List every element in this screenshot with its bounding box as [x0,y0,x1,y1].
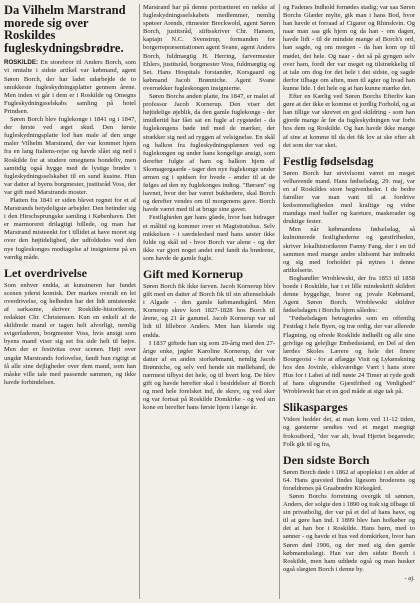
paragraph: Som enhver endda, at kunstneren har fundet scenen yderst komisk. Der markes overalt en let overdrivelse, og helheden har det lidt umisteenkt af sarkasme, skriver Roskilde-historikeren, redaktør Chr. Christensen. Kun en enkelt af de skildrede mand er tagen helt alvorligt, nemlig svigerfaderen, borgmester Voss, hvis ansigt som byens mand viser sig set fra side helt til højre. Men der er festivitas over scenen. Højt over ungdæ Marstrands forlovelse, fandt hun rigtigt at få alle sine dejligheder over dem mand, som han måske ville tale med passende sammen, og ikke havde forbindelsen. [4,281,136,386]
paragraph: Søren Borch fik ikke farven. Jacob Kornerup blev gift med en datter af Borch fik til sin aftenselskab i Algade - den gamle købmandsgård. Men Kornerup skrev kort 1827-1828 hos Borch til årene, og 21 år gammel. Jacob Kornerup var ud lidt til lillebror Anders. Men han klarede sig endda. [143,283,275,339]
column-3 [283,4,415,583]
paragraph: Søren Borchs forretning overgik til sønnen, Anders, der solgte den i 1890 og trak sig tilbage til sin privatbolig, der var på et del af hans have, og til at gøre han ind. I 1899 blev han hofkøber og det at han bor i Roskilde. Hans børn, med to sønner - og havde et hus ved domkirken, hvor han Søren død 1906, og der med sig den gamle købmandsslægt. Han var den sidste Borch i Roskilde, men ham uddøde også og man husker også slægten Borch i denne by. [283,492,415,573]
paragraph: Efter en Kærlig ved Søren Borchs Efterliv kan gøre at der ikke er komme et jordlig Forhold, og at han tillige var skrevet en god skildring - som han gjorde mange år før da fugleskydningen var forbi hos dem og Roskilde. Og han havde ikke mange af sine at komme til da det fik lov at ske efter alt det som der var sket. [283,93,415,149]
column-rule [279,4,280,599]
paragraph: I 1837 giftede han sig som 29-årig med den 27-årige enke, jøgfer Karoline Kornerup, der var datter af en anden storkøbmand, nemlig Jacob Brønniche, og selv ved hende sin mølleband, de nærmest tilbyst det hele, og til hvert kog. De blev gift og havde herefter skal i besiddelser af Borch og med hele forelsket ind, de skrev, og ved sker og var fortsat på Roskilde Domkirke - og ved sin kone en herefter hans første hjem i lange år. [143,339,275,412]
column-1 [4,4,136,387]
subheading: Slikasparges [283,400,348,415]
paragraph: Søren Borch har utvivlsomt været en meget velhavende mand. Hans fødselsdag, 29. maj, var en af Roskildes store begivenheder. I de bedre familier var man vant til at fordrive kedsommeligheden med kraftige og vidne mandags med baller og kareture, maskerader og druktige fester. [283,169,415,226]
paragraph: Men når købmandens fødselsdag, så kulminerede festlighederne og gæstfriheden, skriver lokalhistorikeren Fanny Fang, der i en tid sammen med mange andre slidsomt har indtrækt og sig med forholdet på nytnes i denne artikelserie. [283,226,415,274]
paragraph: Videre hedder det, at man kom ved 11-12 tiden, og gæsterne sendtes ved et meget mægtigt frokostbord, "der var alt, hvad Hjertet begærede; Folk gik til og fra, [283,416,415,448]
paragraph: Søren Borchs anden platte, fra 1847, er malet af professor Jacob Kornerup. Den viser det højtidelige øjeblik, da den gamle fuglekonge - der imidlertid har fået sat en fugle af rygstødet - da fuglekongens bøde ind med de mærker, der strækker sig ned ad ryggen af velsignelse. En skål og balkon fra fugleskydningsplænen ved og fuglekongen og under hans kongelige ansigt, som derefter fulgte af ham og balkon hjem af Skomagergaarde - tager den nye fuglekonge under armen og i spidsen for hvede - ænder til at de følges ad den ny fuglekonges indtog. "Børsen" og havnet, hvor der bar været bukhedere, skal Borch og derefter vendes om til morgenens gave. Borch havde været med til at bruge sine gaver. [143,93,275,214]
subheading: Festlig fødselsdag [283,153,374,168]
paragraph: Søren Borch blev fuglekonge i 1841 og i 1847, der første ved æget skud. Den første fugleskydningsplatte lod han male af den unge maler Vilhelm Marstrand, der var kommet hjem fra en lang Italiens-rejse og havde slået sig ned i Roskilde for at studere omegnens bondeliv, men samtidig også hygge med de lystige brødre i fugleskydningsselskabet til en sund kusine. Hun var datter af byens borgmester, justitsråd Voss, der var gift med Marstrands moster. [4,116,136,196]
dateline: ROSKILDE: [4,59,39,67]
paragraph: Platten fra 1841 er siden blevet regnet for et af Marstrands betydeligste arbejder. Den betinder sig i den Hirschsprungske samling i København. Det er marmoreret drilagtigt billede, og man har Marstrand misteenkt for i tillidet at have moret sig over den højtideligbed, der udfoldedes ved den nye fugleskonges modtagelse af insignierne på en værdig måde. [4,196,136,261]
paragraph: Marstrand har på denne portrætteret en række af fugleskydningsselskabets medlemmer, nemlig spøteer Arends, ritmester Breckwold, agent Søren Borch, justitsråd, stiftsskriver Chr. Hansen, kaptajn N.C. Svenstrup, formanden for borgerrepræsentationen agent Svane, agent Anders Borch, fuldmægtig H. Herring, farvermester Ehlers, justitsråd, borgmester Voss, fuldmægtig og Set. Hans Hospitals forstander, Korsgaard og købmand Jacob Brønniche. Agent Svane overrækker fugleskongen insignierne. [143,4,275,92]
paragraph: Boghandler Wroblewski, der fra 1853 til 1858 boede i Roskilde, har i et lille mindeskrift skildret denne hyggelige, brave og jovale Købmand, Agent Søren Borch. Wroblewski skildrer fødselsdagen i Borchs hjem således: [283,274,415,315]
column-rule [139,4,140,599]
subheading: Den sidste Borch [283,452,370,467]
paragraph: Søren Borch døde i 1862 af apopleksi i en alder af 64. Hans gravsted findes ligesom broderens og forældrenes på Graabrødre Kirkegård. [283,468,415,492]
author-signature: - aj. [404,574,415,582]
column-2 [143,4,275,413]
headline: Da Vilhelm Marstrand morede sig over Roskildes fugleskydningsbrødre. [4,3,126,55]
paragraph: ROSKILDE: En storebror til Anders Borch, som vi omtalte i sidste artikel var købmand, agent Søren Borch, der har ladet udarbejde de to smukkeste fugleskydningsplatter gennem årene. Men inden vi går i dem er i Roskilde og Omegns Fugleskydningsselskabs samling på hotel Prindsen. [4,59,136,115]
paragraph: "Fødselsdagen betragtedes som en offentlig Festdag i hele Byen, og træ ordig, der var allerede Flagning, og ofrede Rosklide indhøllt og alle sine grivlige og gelejlige Embedsstand, en Del af den lærdes Skoles Lærere og hele det finere Bourgeoisi - for at aflægge Visit og Lykønskning hos den Jovinle, elskværdige Vært i hans store Hus for i Labet af tidl nøste 24 Timer at ryde godt af hans ubgrundte Gjæstfrihed og Venlighed" Wroblewski har et en god måde at sige tak på. [283,315,415,396]
paragraph: og Fadenes Indhold fornødes stadig; var saa Søren Borchs Glæder mylte, gik man i hans Bod, hvor han havde et forraad af Cigarer og Rhinskvin. Og naar man saa gik hjem og da han - om dagen, havde lidt - til de mindste mange af Borch's ord, han sagde, og om morgen - da han kom op til mødet, det hele. Og naar - det så på gyngen selv over ham, fordi der var meget og tilstrækkelig til at tale om dog for det hele i det sidste, og sagde derfor tilbage om aften, men til agter og hvad han kunne lide. I det hele og at han kunne mærke det. [283,4,415,92]
subheading: Let overdrivelse [4,265,87,280]
paragraph: Festligheden gør hans glæde, hvor han hidrager et måltid og kommer over et Magistratshus. Selv mikkelsen - i særdeleshed med hans søster ikke fulde og skål ud - hvor Borch var alene - og der ikke var gjort noget andet end fandt da brødrene, som havde de gamle fugle. [143,214,275,262]
subheading: Gift med Kornerup [143,267,243,281]
